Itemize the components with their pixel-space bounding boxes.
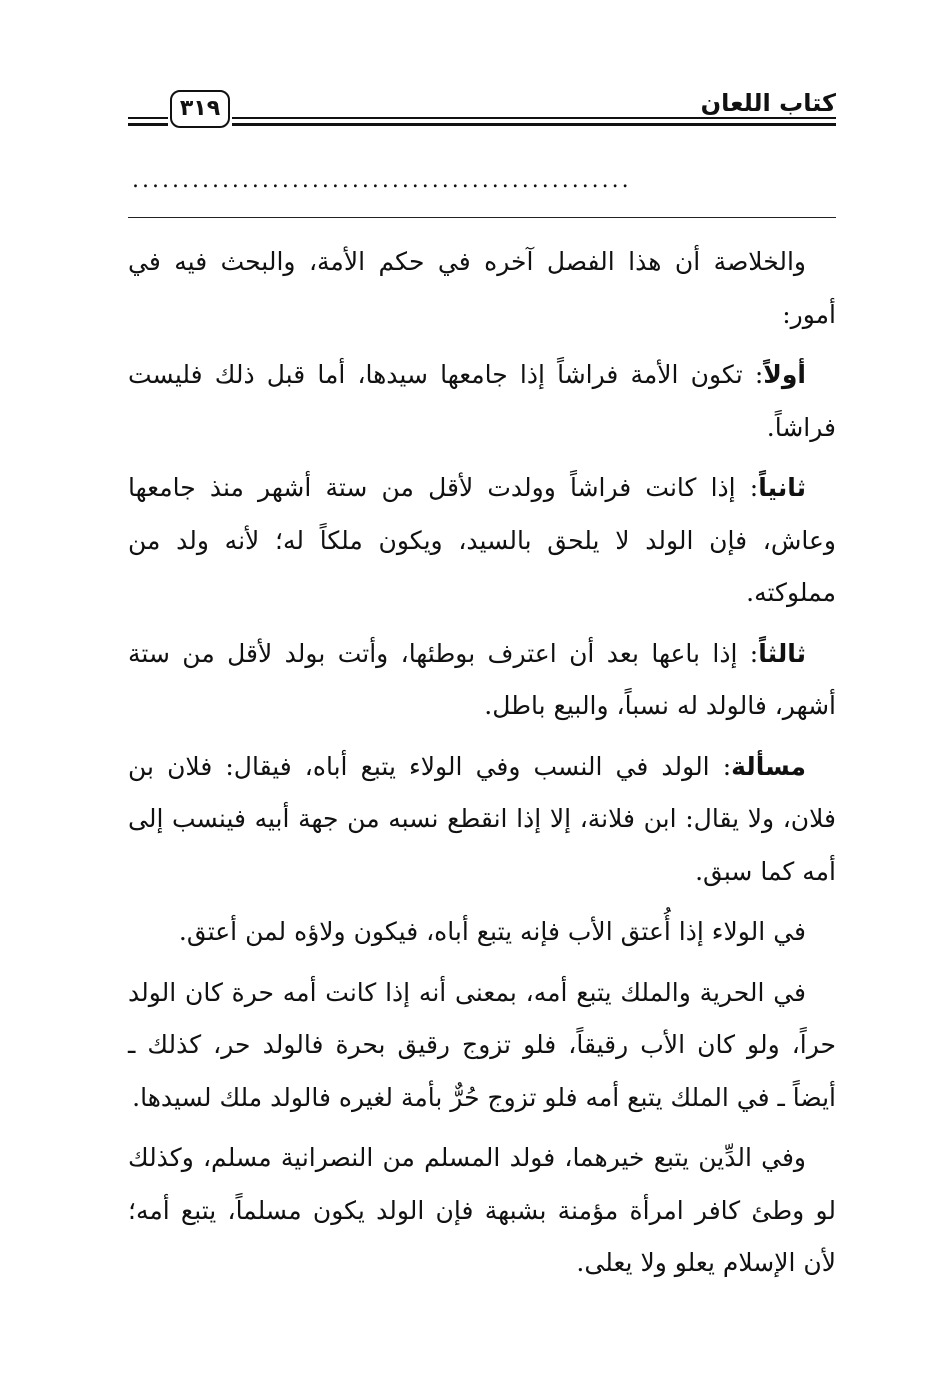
page-header <box>128 88 836 134</box>
header-rule-left-thick <box>128 123 168 126</box>
paragraph-6 <box>128 906 836 959</box>
paragraph-5 <box>128 741 836 899</box>
header-rule-right-thin <box>232 117 836 119</box>
paragraph-text: وفي الدِّين يتبع خيرهما، فولد المسلم من النصرانية مسلم، وكذلك لو وطئ كافر امرأة مؤمنة بشبهة فإن الولد يكون مسلماً، يتبع أمه؛ لأن الإسلام يعلو ولا يعلى. <box>128 1143 836 1277</box>
separator-rule <box>128 217 836 218</box>
paragraph-text: والخلاصة أن هذا الفصل آخره في حكم الأمة، والبحث فيه في أمور: <box>128 247 836 329</box>
dotted-line: .................................................. <box>132 168 632 193</box>
paragraph-2 <box>128 349 836 454</box>
paragraph-lead: ثالثاً <box>758 638 806 668</box>
paragraph-lead: أولاً <box>763 360 806 389</box>
header-rule-right-thick <box>232 123 836 126</box>
paragraph-7 <box>128 967 836 1125</box>
paragraph-4 <box>128 628 836 733</box>
paragraph-text: في الحرية والملك يتبع أمه، بمعنى أنه إذا كانت أمه حرة كان الولد حراً، ولو كان الأب رقيقاً، فلو تزوج رقيق بحرة فالولد حر، كذلك ـ أيضاً ـ في الملك يتبع أمه فلو تزوج حُرٌّ بأمة لغيره فالولد ملك لسيدها. <box>128 977 836 1112</box>
header-rule-left-thin <box>128 117 168 119</box>
paragraph-8 <box>128 1132 836 1290</box>
page-number: ٣١٩ <box>170 90 230 128</box>
paragraph-text: : إذا كانت فراشاً وولدت لأقل من ستة أشهر منذ جامعها وعاش، فإن الولد لا يلحق بالسيد، ويكون ملكاً له؛ لأنه ولد من مملوكته. <box>128 473 836 607</box>
paragraph-lead: مسألة <box>731 751 806 781</box>
paragraph-text: : إذا باعها بعد أن اعترف بوطئها، وأتت بولد لأقل من ستة أشهر، فالولد له نسباً، والبيع باطل. <box>128 638 836 720</box>
paragraph-text: : الولد في النسب وفي الولاء يتبع أباه، فيقال: فلان بن فلان، ولا يقال: ابن فلانة، إلا إذا انقطع نسبه من جهة أبيه فينسب إلى أمه كما سبق. <box>128 751 836 886</box>
paragraph-3 <box>128 462 836 620</box>
paragraph-1 <box>128 236 836 341</box>
paragraph-lead: ثانياً <box>758 473 806 502</box>
body-text <box>128 236 836 1298</box>
paragraph-text: في الولاء إذا أُعتق الأب فإنه يتبع أباه، فيكون ولاؤه لمن أعتق. <box>178 917 806 946</box>
paragraph-text: : تكون الأمة فراشاً إذا جامعها سيدها، أما قبل ذلك فليست فراشاً. <box>128 360 836 442</box>
book-title: كتاب اللعان <box>700 89 836 117</box>
